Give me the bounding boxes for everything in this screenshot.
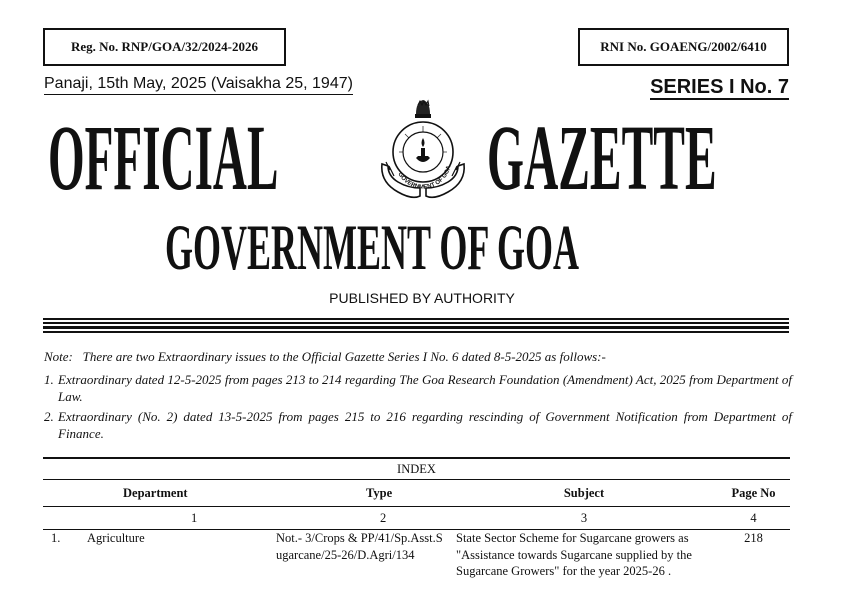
published-by-authority: PUBLISHED BY AUTHORITY [329, 290, 515, 306]
note-item-number: 1. [44, 372, 54, 387]
registration-number-box [43, 28, 286, 66]
masthead-gazette: GAZETTE [487, 107, 717, 210]
goa-emblem-icon [376, 96, 470, 210]
rni-number: RNI No. GOAENG/2002/6410 [600, 39, 767, 54]
row-department: Agriculture [87, 531, 145, 545]
series-number: SERIES I No. 7 [650, 76, 789, 98]
note-item-text: Extraordinary (No. 2) dated 13-5-2025 from pages 215 to 216 regarding rescinding of Government Notification from Department of Finance. [58, 409, 792, 441]
column-number-sr [43, 507, 83, 530]
table-row [43, 530, 790, 580]
dateline: Panaji, 15th May, 2025 (Vaisakha 25, 1947) [44, 75, 353, 95]
column-header-type: Type [263, 480, 451, 507]
rni-number-box [578, 28, 789, 66]
row-page-no: 218 [744, 531, 763, 545]
note-item-text: Extraordinary dated 12-5-2025 from pages 213 to 214 regarding The Goa Research Foundation (Amendment) Act, 2025 from Department of Law. [58, 372, 792, 404]
row-subject: State Sector Scheme for Sugarcane growers as "Assistance towards Sugarcane supplied by the Sugarcane Growers" for the year 2025-26 . [456, 531, 692, 578]
row-type: Not.- 3/Crops & PP/41/Sp.Asst.Sugarcane/25-26/D.Agri/134 [276, 531, 443, 562]
row-serial: 1. [51, 531, 61, 545]
index-table [43, 457, 790, 580]
masthead-official: OFFICIAL [48, 107, 279, 210]
index-title: INDEX [43, 458, 790, 480]
column-header-sr [43, 480, 83, 507]
masthead-government-of-goa: GOVERNMENT OF GOA [165, 211, 580, 284]
note-intro: Note: There are two Extraordinary issues to the Official Gazette Series I No. 6 dated 8-5-2025 as follows:- [44, 349, 606, 364]
note-item-number: 2. [44, 409, 54, 424]
note-item [44, 371, 792, 405]
note-item [44, 408, 792, 442]
column-number: 1 [83, 507, 263, 530]
registration-number: Reg. No. RNP/GOA/32/2024-2026 [70, 39, 259, 54]
column-number: 4 [717, 507, 790, 530]
column-header-page-no: Page No [717, 480, 790, 507]
column-header-subject: Subject [451, 480, 717, 507]
masthead-rule [43, 318, 789, 333]
column-number: 2 [263, 507, 451, 530]
column-number: 3 [451, 507, 717, 530]
emblem-text: GOVERNMENT OF GOA [396, 165, 453, 191]
column-header-department: Department [83, 480, 263, 507]
